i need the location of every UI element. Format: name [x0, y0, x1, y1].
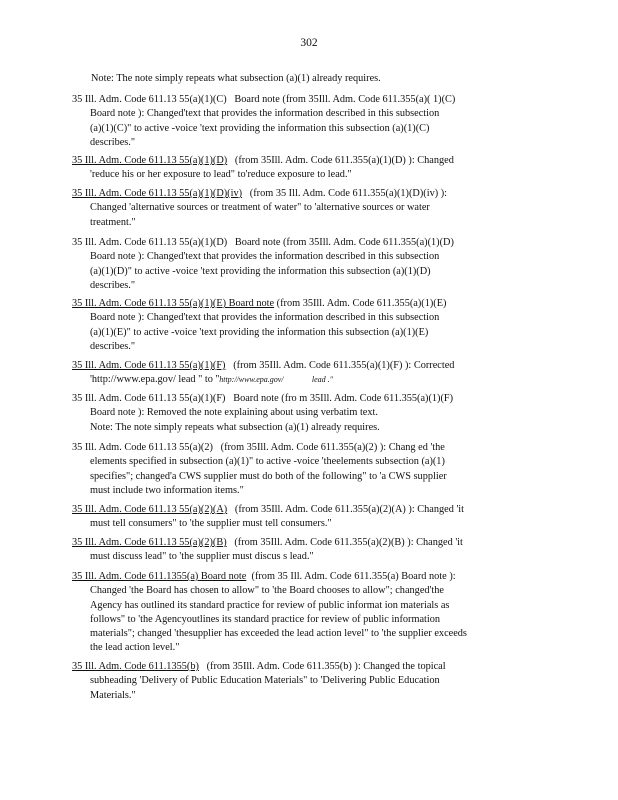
- amendment-entry: [72, 93, 534, 150]
- entry-line: Board note ): Removed the note explaining about using verbatim text.: [90, 407, 378, 419]
- entry-first-line: [72, 392, 534, 406]
- entry-line: (from 35Ill. Adm. Code 611.355(a)(1)(F) ): Corrected: [233, 360, 455, 371]
- entry-line: subheading 'Delivery of Public Education Materials" to 'Delivering Public Education: [90, 675, 440, 687]
- entry-first-line: [72, 359, 534, 373]
- url-new: http://www.epa.gov/: [219, 375, 284, 385]
- entry-line: Board note (fro m 35Ill. Adm. Code 611.355(a)(1)(F): [233, 393, 454, 404]
- amendment-entry: [72, 660, 534, 703]
- entry-first-line: [72, 187, 534, 201]
- entry-citation: 35 Ill. Adm. Code 611.13 55(a)(1)(F): [72, 393, 226, 404]
- entry-line: Agency has outlined its standard practice for review of public informat ion materials as: [90, 599, 450, 611]
- entry-line: (a)(1)(E)" to active -voice 'text providing the information this subsection (a)(1)(E): [90, 326, 429, 338]
- entry-citation: 35 Ill. Adm. Code 611.13 55(a)(1)(C): [72, 94, 227, 105]
- entry-line: (a)(1)(C)" to active -voice 'text providing the information this subsection (a)(1)(C): [90, 122, 430, 134]
- entry-line: (from 35Ill. Adm. Code 611.355(a)(2)(A) ): Changed 'it: [234, 504, 465, 515]
- amendment-entry: [72, 503, 534, 532]
- amendment-entry: [72, 536, 534, 565]
- entry-line: elements specified in subsection (a)(1)" to active -voice 'theelements subsection (a)(1): [90, 456, 445, 468]
- entry-line: treatment.": [90, 216, 136, 228]
- entry-citation: 35 Ill. Adm. Code 611.13 55(a)(1)(D)(iv): [72, 188, 243, 199]
- entry-line: Board note (from 35Ill. Adm. Code 611.355(a)( 1)(C): [234, 94, 456, 105]
- entry-citation: 35 Ill. Adm. Code 611.13 55(a)(2): [72, 442, 213, 453]
- entry-citation: 35 Ill. Adm. Code 611.13 55(a)(2)(B): [72, 537, 227, 548]
- entry-first-line: [72, 441, 534, 455]
- entry-citation: 35 Ill. Adm. Code 611.1355(a) Board note: [72, 571, 247, 582]
- entry-line: must include two information items.": [90, 484, 244, 496]
- entry-line: follows" to 'the Agencyoutlines its standard practice for review of public information: [90, 613, 441, 625]
- entry-line: describes.": [90, 340, 136, 352]
- entry-line: Board note ): Changed'text that provides the information described in this subsection: [90, 108, 440, 120]
- amendment-entry: [72, 297, 534, 354]
- url-old: 'http://www.epa.gov/ lead " to '': [90, 374, 220, 386]
- amendment-entry: [72, 359, 534, 388]
- entry-line: (from 35Ill. Adm. Code 611.355(a)(2)(B) ): Changed 'it: [234, 537, 463, 548]
- entry-line: Changed 'alternative sources or treatment of water" to 'alternative sources or water: [90, 202, 430, 214]
- amendment-entry: [72, 570, 534, 656]
- entry-line: [72, 373, 534, 387]
- entry-citation: 35 Ill. Adm. Code 611.1355(b): [72, 661, 199, 672]
- entry-line: (from 35 Ill. Adm. Code 611.355(a) Board note ):: [251, 571, 456, 582]
- entry-line: materials"; changed 'thesupplier has exceeded the lead action level" to 'the supplier exceeds: [90, 628, 467, 640]
- entry-line: describes.": [90, 136, 136, 148]
- entry-first-line: [72, 154, 534, 168]
- entry-first-line: [72, 236, 534, 250]
- entry-line: (from 35Ill. Adm. Code 611.355(a)(2) ): Chang ed 'the: [220, 442, 445, 453]
- amendment-entry: [72, 392, 534, 435]
- entry-line: (a)(1)(D)" to active -voice 'text providing the information this subsection (a)(1)(D): [90, 265, 431, 277]
- entry-line: (from 35 Ill. Adm. Code 611.355(a)(1)(D)(iv) ):: [249, 188, 448, 199]
- entry-line: Board note ): Changed'text that provides the information described in this subsection: [90, 312, 440, 324]
- entry-first-line: [72, 536, 534, 550]
- url-new-tail: lead .": [311, 375, 333, 385]
- entry-citation: 35 Ill. Adm. Code 611.13 55(a)(2)(A): [72, 504, 228, 515]
- amendment-entry: [72, 236, 534, 293]
- entry-line: specifies"; changed'a CWS supplier must do both of the following" to 'a CWS supplier: [90, 470, 447, 482]
- entry-first-line: [72, 503, 534, 517]
- page-number: 302: [300, 37, 318, 49]
- entry-citation: 35 Ill. Adm. Code 611.13 55(a)(1)(E) Board note: [72, 298, 275, 309]
- entry-line: Changed 'the Board has chosen to allow" to 'the Board chooses to allow"; changed'the: [90, 585, 444, 597]
- entry-first-line: [72, 660, 534, 674]
- entry-first-line: [72, 93, 534, 107]
- entry-citation: 35 Ill. Adm. Code 611.13 55(a)(1)(F): [72, 360, 226, 371]
- entry-line: Materials.": [90, 689, 136, 701]
- entry-line: (from 35Ill. Adm. Code 611.355(a)(1)(E): [276, 298, 447, 309]
- entry-line: describes.": [90, 279, 136, 291]
- amendment-entry: [72, 187, 534, 230]
- entry-line: (from 35Ill. Adm. Code 611.355(a)(1)(D) ): Changed: [234, 155, 454, 166]
- entry-line: (from 35Ill. Adm. Code 611.355(b) ): Changed the topical: [206, 661, 446, 672]
- entry-line: Note: The note simply repeats what subsection (a)(1) already requires.: [90, 421, 380, 433]
- entry-line: must tell consumers" to 'the supplier must tell consumers.": [90, 518, 332, 530]
- entry-line: the lead action level.": [90, 642, 180, 654]
- entry-line: must discuss lead" to 'the supplier must discus s lead.": [90, 551, 314, 563]
- entry-line: Board note (from 35Ill. Adm. Code 611.355(a)(1)(D): [234, 237, 454, 248]
- amendment-entry: [72, 154, 534, 183]
- entry-first-line: [72, 570, 534, 584]
- entry-citation: 35 Ill. Adm. Code 611.13 55(a)(1)(D): [72, 237, 228, 248]
- entry-line: Board note ): Changed'text that provides the information described in this subsection: [90, 251, 440, 263]
- amendment-entry: [72, 441, 534, 498]
- entry-citation: 35 Ill. Adm. Code 611.13 55(a)(1)(D): [72, 155, 228, 166]
- entry-line: 'reduce his or her exposure to lead" to'reduce exposure to lead.": [90, 169, 352, 181]
- entry-first-line: [72, 297, 534, 311]
- top-note: Note: The note simply repeats what subsection (a)(1) already requires.: [91, 73, 381, 84]
